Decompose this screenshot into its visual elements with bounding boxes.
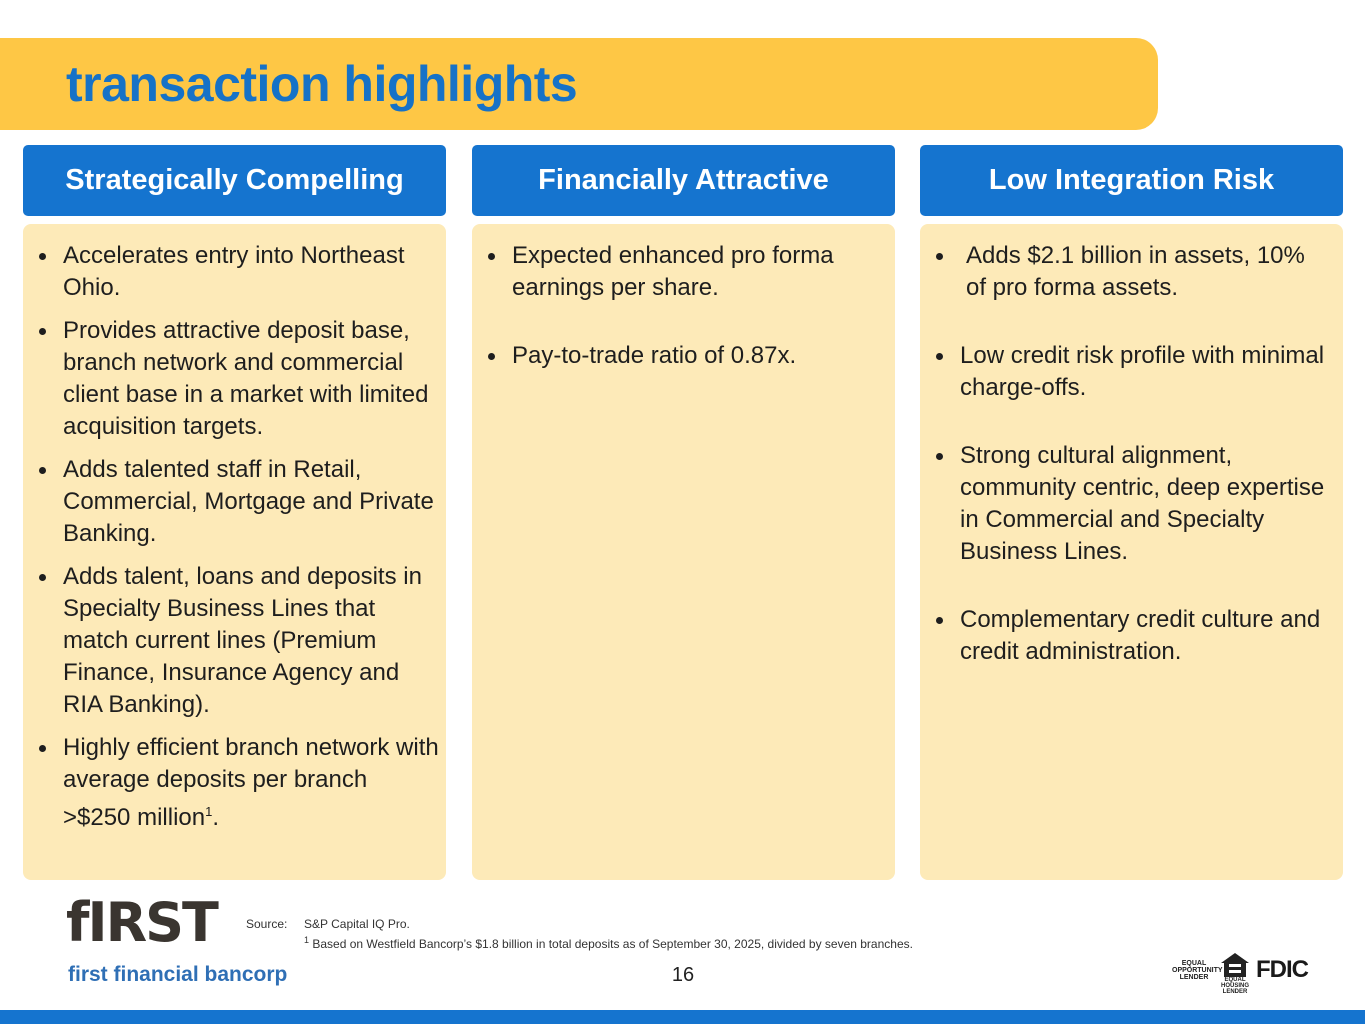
bullet-item: Low credit risk profile with minimal charge-offs.	[920, 340, 1330, 404]
footnote-marker: 1	[304, 935, 310, 945]
column-card-strategically-compelling	[23, 224, 446, 880]
bottom-bar	[0, 1010, 1365, 1024]
bullet-item: Provides attractive deposit base, branch network and commercial client base in a market with limited acquisition targets.	[23, 315, 441, 443]
equal-housing-label: EQUAL HOUSING LENDER	[1220, 977, 1249, 995]
fdic-logo: FDIC	[1256, 956, 1308, 983]
bullet-item	[23, 732, 441, 834]
source-line	[246, 917, 410, 931]
page-number: 16	[671, 964, 695, 986]
column-header-financially-attractive: Financially Attractive	[472, 145, 895, 216]
bullet-item: Adds $2.1 billion in assets, 10% of pro forma assets.	[920, 240, 1330, 304]
bullet-item: Pay-to-trade ratio of 0.87x.	[472, 340, 882, 372]
bullet-item: Strong cultural alignment, community centric, deep expertise in Commercial and Specialty Business Lines.	[920, 440, 1330, 568]
bullet-item: Adds talent, loans and deposits in Specialty Business Lines that match current lines (Premium Finance, Insurance Agency and RIA Banking).	[23, 561, 441, 721]
bullet-item: Expected enhanced pro forma earnings per share.	[472, 240, 882, 304]
source-text: S&P Capital IQ Pro.	[304, 917, 410, 931]
page-title: transaction highlights	[66, 56, 578, 112]
bullet-text: Highly efficient branch network with average deposits per branch >$250 million	[63, 734, 439, 831]
bullet-item: Adds talented staff in Retail, Commercial, Mortgage and Private Banking.	[23, 454, 441, 550]
column-card-financially-attractive	[472, 224, 895, 880]
company-logo-wordmark: fIRST	[66, 891, 217, 954]
source-label: Source:	[246, 917, 288, 931]
bullet-item: Accelerates entry into Northeast Ohio.	[23, 240, 441, 304]
bullet-list	[920, 240, 1330, 668]
equal-opportunity-lender-badge: EQUAL OPPORTUNITY LENDER	[1172, 960, 1223, 981]
company-logo-subtitle: first financial bancorp	[68, 963, 288, 986]
column-header-low-integration-risk: Low Integration Risk	[920, 145, 1343, 216]
column-card-low-integration-risk	[920, 224, 1343, 880]
column-header-strategically-compelling: Strategically Compelling	[23, 145, 446, 216]
bullet-suffix: .	[212, 804, 219, 831]
bullet-list	[23, 240, 441, 834]
footnote-text: Based on Westfield Bancorp’s $1.8 billion in total deposits as of September 30, 2025, divided by seven branches.	[312, 937, 913, 951]
footnote-marker: 1	[205, 804, 213, 819]
equal-housing-icon	[1220, 952, 1250, 978]
bullet-item: Complementary credit culture and credit administration.	[920, 604, 1330, 668]
footnote	[304, 935, 913, 951]
bullet-list	[472, 240, 882, 372]
